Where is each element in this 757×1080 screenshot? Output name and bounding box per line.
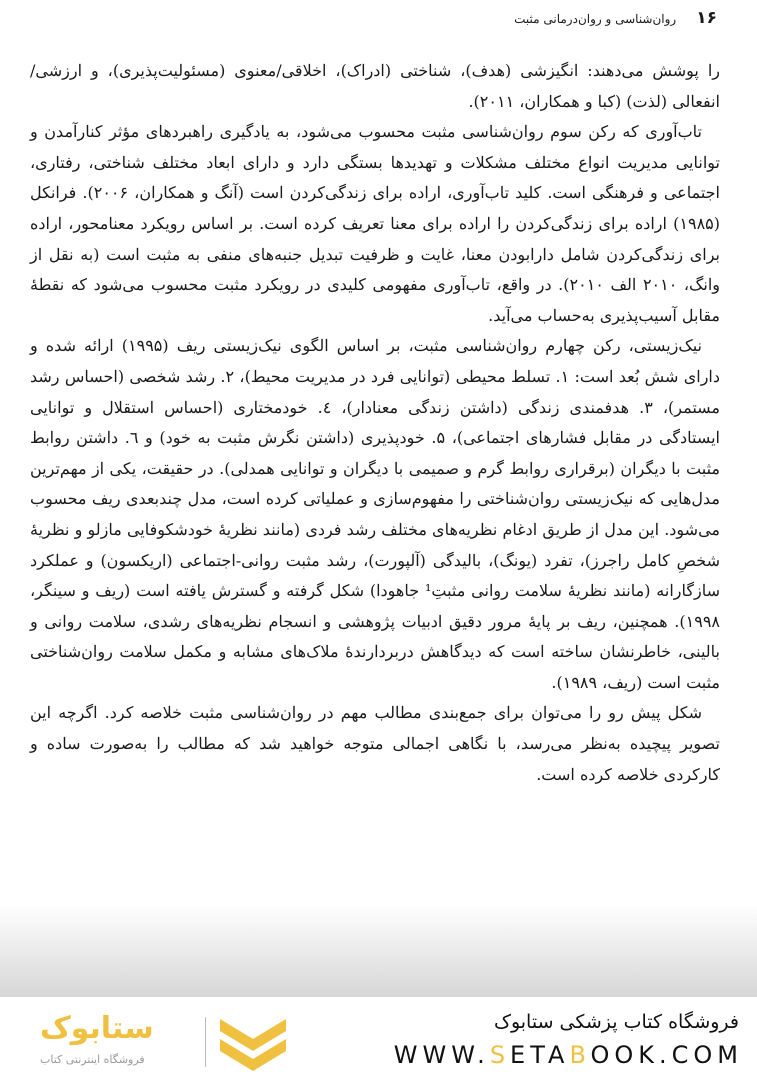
page-bottom-shadow <box>0 905 757 997</box>
url-part: WWW. <box>393 1041 490 1069</box>
url-part: ETA <box>510 1041 570 1069</box>
store-logo <box>30 1011 300 1073</box>
body-text <box>30 56 720 790</box>
url-part: B <box>569 1041 591 1069</box>
paragraph: تاب‌آوری که رکن سوم روان‌شناسی مثبت محسوب می‌شود، به یادگیری راهبردهای مؤثر کنارآمدن و توانایی مدیریت انواع مختلف مشکلات و تهدیدها بستگی دارد و دارای ابعاد مختلف شناختی، رفتاری، اجتماعی و فرهنگی است. کلید تاب‌آوری، اراده برای زندگی‌کردن است (آنگ و همکاران، ۲۰۰۶). فرانکل (۱۹۸۵) اراده برای زندگی‌کردن را اراده برای معنا تعریف کرده است. بر اساس رویکرد معنامحور، اراده برای زندگی‌کردن شامل دارابودن معنا، غایت و ظرفیت تبدیل جنبه‌های منفی به مثبت است (به نقل از وانگ، ۲۰۱۰ الف ۲۰۱۰). در واقع، تاب‌آوری مفهومی کلیدی در رویکرد مثبت محسوب می‌شود که نقطهٔ مقابل آسیب‌پذیری به‌حساب می‌آید. <box>30 122 721 325</box>
paragraph: را پوشش می‌دهند: انگیزشی (هدف)، شناختی (ادراک)، اخلاقی/معنوی (مسئولیت‌پذیری)، و ارزشی/انفعالی (لذت) (کبا و همکاران، ۲۰۱۱). <box>30 61 720 111</box>
chevron-logo-icon <box>218 1015 288 1071</box>
running-title: روان‌شناسی و روان‌درمانی مثبت <box>514 12 677 26</box>
logo-wordmark: ستابوک <box>40 1011 154 1046</box>
logo-divider <box>205 1017 206 1067</box>
logo-subtitle: فروشگاه اینترنتی کتاب <box>40 1053 145 1066</box>
paragraph: شکل پیش رو را می‌توان برای جمع‌بندی مطالب مهم در روان‌شناسی مثبت خلاصه کرد. اگرچه این تصویر پیچیده به‌نظر می‌رسد، با نگاهی اجمالی متوجه خواهید شد که مطالب را به‌صورت ساده و کارکردی خلاصه کرده است. <box>30 703 720 784</box>
watermark-footer <box>0 997 757 1080</box>
store-url <box>394 1041 743 1069</box>
url-part: OOK.COM <box>590 1041 743 1069</box>
paragraph: نیک‌زیستی، رکن چهارم روان‌شناسی مثبت، بر اساس الگوی نیک‌زیستی ریف (۱۹۹۵) ارائه شده و دارای شش بُعد است: ۱. تسلط محیطی (توانایی فرد در مدیریت محیط)، ۲. رشد شخصی (احساس رشد مستمر)، ۳. هدفمندی زندگی (داشتن زندگی معنادار)، ٤. خودمختاری (احساس استقلال و توانایی ایستادگی در مقابل فشارهای اجتماعی)، ۵. خودپذیری (داشتن نگرش مثبت به خود) و ٦. داشتن روابط مثبت با دیگران (برقراری روابط گرم و صمیمی با دیگران و توانایی همدلی). در حقیقت، یکی از مهم‌ترین مدل‌هایی که نیک‌زیستی روان‌شناختی را مفهوم‌سازی و عملیاتی کرده است، مدل چندبعدی ریف محسوب می‌شود. این مدل از طریق ادغام نظریه‌های مختلف رشد فردی (مانند نظریهٔ خودشکوفایی مازلو و نظریهٔ شخصِ کامل راجرز)، تفرد (یونگ)، بالیدگی (آلپورت)، رشد مثبت روانی-اجتماعی (اریکسون) و عملکرد سازگارانه (مانند نظریهٔ سلامت روانی مثبتِ¹ جاهودا) شکل گرفته و گسترش یافته است (ریف و سینگر، ۱۹۹۸). همچنین، ریف بر پایهٔ مرور دقیق ادبیات پژوهشی و انسجام نظریه‌های رشدی، سلامت روانی و بالینی، خاطرنشان ساخته است که دیدگاهش دربردارندهٔ ملاک‌های مشابه و مکمل سلامت روان‌شناختی مثبت است (ریف، ۱۹۸۹). <box>30 336 721 692</box>
url-part: S <box>489 1041 511 1069</box>
store-name: فروشگاه کتاب پزشکی ستابوک <box>493 1011 739 1033</box>
page-number: ۱۶ <box>696 8 717 28</box>
page-header <box>514 8 717 28</box>
